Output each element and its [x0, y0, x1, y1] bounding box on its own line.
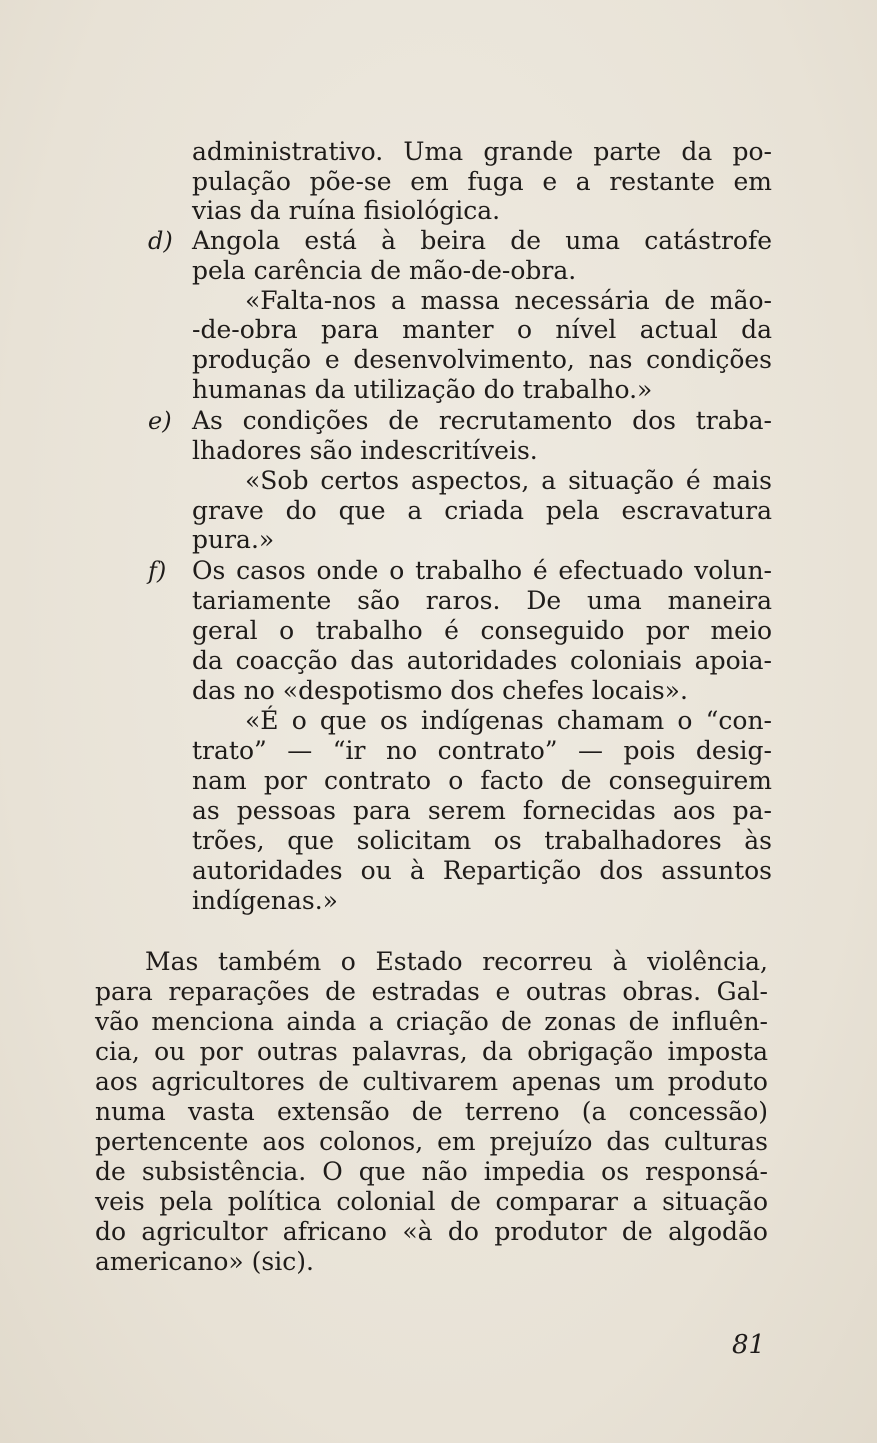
- text-line: do agricultor africano «à do produtor de algodão: [95, 1217, 768, 1246]
- text-line: vias da ruína fisiológica.: [192, 196, 501, 225]
- list-marker-f: f): [148, 557, 167, 585]
- text-line: as pessoas para serem fornecidas aos pa-: [192, 796, 772, 825]
- text-line: da coacção das autoridades coloniais apoia-: [192, 646, 772, 675]
- text-line: tariamente são raros. De uma maneira: [192, 586, 772, 615]
- text-line: autoridades ou à Repartição dos assuntos: [192, 856, 772, 885]
- text-line: pura.»: [192, 525, 275, 554]
- text-line: pulação põe-se em fuga e a restante em: [192, 167, 772, 196]
- text-line: trões, que solicitam os trabalhadores às: [192, 826, 772, 855]
- text-line: aos agricultores de cultivarem apenas um produto: [95, 1067, 768, 1096]
- list-marker-e: e): [148, 407, 172, 435]
- text-line: Os casos onde o trabalho é efectuado volun-: [192, 556, 772, 585]
- text-line: geral o trabalho é conseguido por meio: [192, 616, 772, 645]
- text-line: cia, ou por outras palavras, da obrigação imposta: [95, 1037, 768, 1066]
- text-line: As condições de recrutamento dos traba-: [192, 406, 772, 435]
- text-line: nam por contrato o facto de conseguirem: [192, 766, 772, 795]
- text-line: «É o que os indígenas chamam o “con-: [245, 706, 772, 735]
- text-line: de subsistência. O que não impedia os responsá-: [95, 1157, 768, 1186]
- text-line: numa vasta extensão de terreno (a concessão): [95, 1097, 768, 1126]
- text-line: «Falta-nos a massa necessária de mão-: [245, 286, 772, 315]
- text-line: humanas da utilização do trabalho.»: [192, 375, 653, 404]
- text-line: Angola está à beira de uma catástrofe: [192, 226, 772, 255]
- text-line: vão menciona ainda a criação de zonas de influên-: [95, 1007, 768, 1036]
- text-line: grave do que a criada pela escravatura: [192, 496, 772, 525]
- text-line: administrativo. Uma grande parte da po-: [192, 137, 772, 166]
- text-line: Mas também o Estado recorreu à violência,: [145, 947, 768, 976]
- text-line: produção e desenvolvimento, nas condições: [192, 345, 772, 374]
- page-number: 81: [732, 1330, 766, 1360]
- list-marker-d: d): [148, 227, 173, 255]
- text-line: pela carência de mão-de-obra.: [192, 256, 577, 285]
- text-line: para reparações de estradas e outras obras. Gal-: [95, 977, 768, 1006]
- text-line: lhadores são indescritíveis.: [192, 436, 538, 465]
- text-line: indígenas.»: [192, 886, 338, 915]
- text-line: americano» (sic).: [95, 1247, 314, 1276]
- text-line: veis pela política colonial de comparar a situação: [95, 1187, 768, 1216]
- text-line: -de-obra para manter o nível actual da: [192, 315, 772, 344]
- text-line: das no «despotismo dos chefes locais».: [192, 676, 688, 705]
- text-line: «Sob certos aspectos, a situação é mais: [245, 466, 772, 495]
- text-line: pertencente aos colonos, em prejuízo das culturas: [95, 1127, 768, 1156]
- text-line: trato” — “ir no contrato” — pois desig-: [192, 736, 772, 765]
